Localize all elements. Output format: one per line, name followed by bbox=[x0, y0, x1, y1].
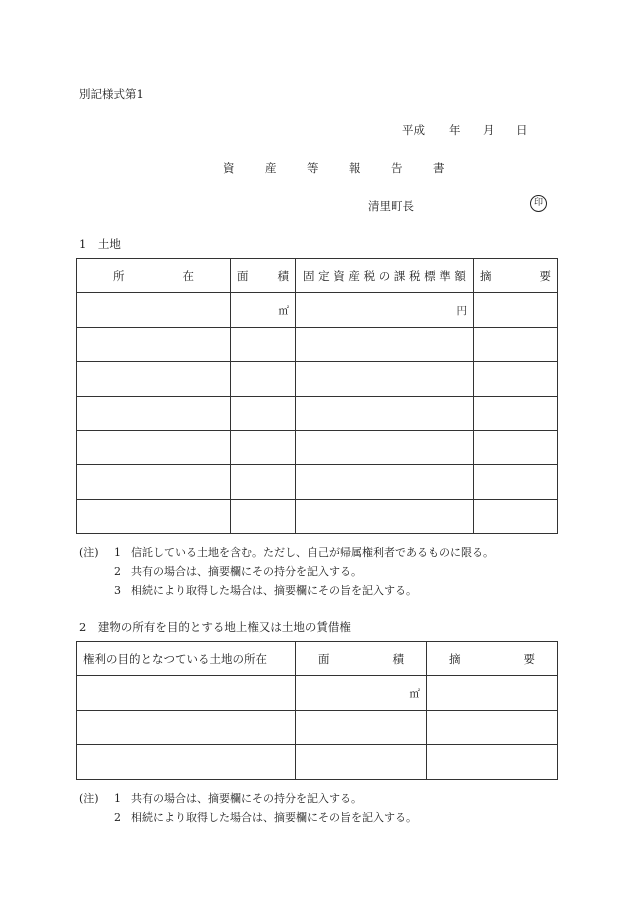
title-char: 告 bbox=[391, 161, 403, 175]
note-2: 2 相続により取得した場合は、摘要欄にその旨を記入する。 bbox=[114, 811, 417, 824]
cell[interactable] bbox=[231, 362, 296, 396]
cell[interactable] bbox=[296, 327, 474, 361]
cell[interactable] bbox=[77, 327, 231, 361]
era: 平成 bbox=[402, 123, 425, 137]
cell[interactable] bbox=[231, 499, 296, 533]
title-char: 等 bbox=[307, 161, 319, 175]
cell[interactable] bbox=[474, 465, 558, 499]
month-label: 月 bbox=[483, 123, 495, 137]
table-row bbox=[77, 676, 558, 710]
date-line bbox=[402, 122, 528, 138]
cell[interactable] bbox=[296, 499, 474, 533]
form-number: 別記様式第1 bbox=[79, 87, 144, 101]
header-tax-base: 固 定 資 産 税 の 課 税 標 準 額 bbox=[296, 259, 474, 293]
cell[interactable] bbox=[474, 396, 558, 430]
cell[interactable] bbox=[231, 465, 296, 499]
note-2: 2 共有の場合は、摘要欄にその持分を記入する。 bbox=[114, 565, 362, 578]
cell[interactable] bbox=[77, 430, 231, 464]
land-table bbox=[76, 258, 558, 534]
header-remarks: 摘 要 bbox=[474, 259, 558, 293]
area-unit[interactable]: ㎡ bbox=[296, 676, 427, 710]
cell[interactable] bbox=[474, 362, 558, 396]
cell[interactable] bbox=[427, 745, 558, 779]
cell[interactable] bbox=[77, 745, 296, 779]
cell[interactable] bbox=[77, 676, 296, 710]
table-row bbox=[77, 430, 558, 464]
cell[interactable] bbox=[77, 362, 231, 396]
leasehold-table bbox=[76, 641, 558, 780]
table-row bbox=[77, 745, 558, 779]
cell[interactable] bbox=[77, 710, 296, 744]
title-char: 報 bbox=[349, 161, 361, 175]
seal-mark: 印 bbox=[530, 195, 547, 212]
cell[interactable] bbox=[474, 430, 558, 464]
cell[interactable] bbox=[296, 430, 474, 464]
section1-title: 1 土地 bbox=[79, 237, 121, 251]
title-char: 書 bbox=[433, 161, 445, 175]
yen-unit[interactable]: 円 bbox=[296, 293, 474, 327]
cell[interactable] bbox=[231, 396, 296, 430]
cell[interactable] bbox=[474, 327, 558, 361]
cell[interactable] bbox=[474, 499, 558, 533]
table-header-row bbox=[77, 642, 558, 676]
title-char: 産 bbox=[265, 161, 277, 175]
area-unit[interactable]: ㎡ bbox=[231, 293, 296, 327]
cell[interactable] bbox=[77, 499, 231, 533]
cell[interactable] bbox=[427, 710, 558, 744]
day-label: 日 bbox=[516, 123, 528, 137]
table-row bbox=[77, 362, 558, 396]
year-label: 年 bbox=[449, 123, 461, 137]
table-row bbox=[77, 327, 558, 361]
table-row bbox=[77, 499, 558, 533]
header-area: 面 積 bbox=[231, 259, 296, 293]
section2-title: 2 建物の所有を目的とする地上権又は土地の賃借権 bbox=[79, 620, 351, 634]
cell[interactable] bbox=[77, 396, 231, 430]
cell[interactable] bbox=[296, 362, 474, 396]
document-title bbox=[223, 160, 475, 176]
cell[interactable] bbox=[427, 676, 558, 710]
header-location: 所 在 bbox=[77, 259, 231, 293]
title-char: 資 bbox=[223, 161, 235, 175]
cell[interactable] bbox=[296, 396, 474, 430]
cell[interactable] bbox=[231, 430, 296, 464]
note-1: (注) 1 信託している土地を含む。ただし、自己が帰属権利者であるものに限る。 bbox=[79, 546, 494, 559]
table-row bbox=[77, 396, 558, 430]
table-row bbox=[77, 293, 558, 327]
header-land-location: 権利の目的となつている土地の所在 bbox=[77, 642, 296, 676]
cell[interactable] bbox=[296, 465, 474, 499]
cell[interactable] bbox=[296, 745, 427, 779]
note-1: (注) 1 共有の場合は、摘要欄にその持分を記入する。 bbox=[79, 792, 362, 805]
addressee: 清里町長 bbox=[368, 199, 414, 213]
table-header-row bbox=[77, 259, 558, 293]
cell[interactable] bbox=[296, 710, 427, 744]
cell[interactable] bbox=[77, 293, 231, 327]
header-remarks: 摘 要 bbox=[427, 642, 558, 676]
table-row bbox=[77, 710, 558, 744]
note-3: 3 相続により取得した場合は、摘要欄にその旨を記入する。 bbox=[114, 584, 417, 597]
cell[interactable] bbox=[474, 293, 558, 327]
header-area: 面 積 bbox=[296, 642, 427, 676]
cell[interactable] bbox=[77, 465, 231, 499]
cell[interactable] bbox=[231, 327, 296, 361]
table-row bbox=[77, 465, 558, 499]
